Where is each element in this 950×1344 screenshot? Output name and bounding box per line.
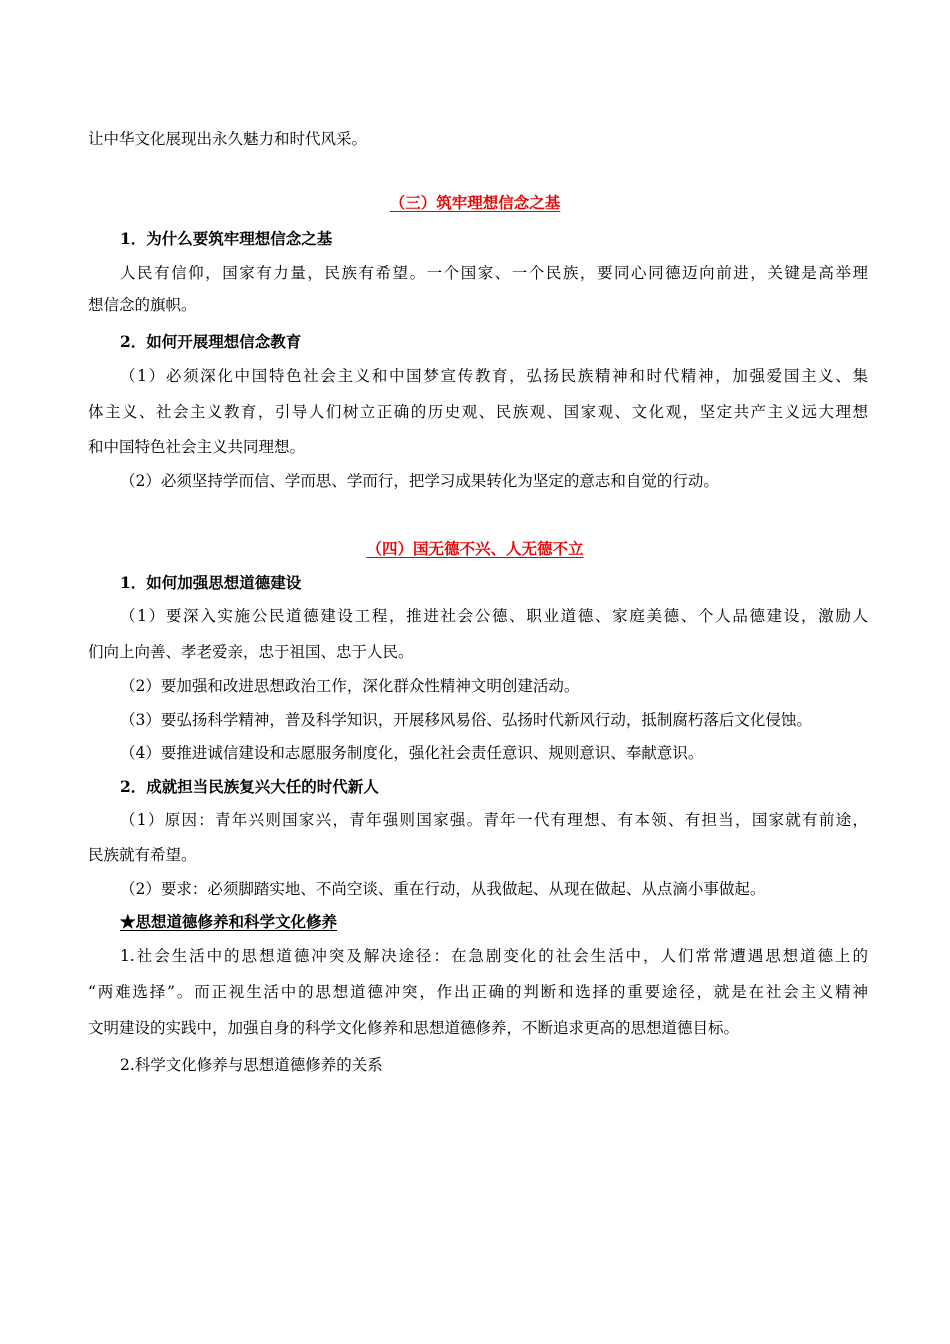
section-3-heading-1: 1．为什么要筑牢理想信念之基 xyxy=(120,229,333,248)
section-4-title: （四）国无德不兴、人无德不立 xyxy=(366,539,584,558)
section-4-paragraph-1-line-2: 们向上向善、孝老爱亲，忠于祖国、忠于人民。 xyxy=(88,643,414,661)
section-star-paragraph-1-line-2: “两难选择”。而正视生活中的思想道德冲突，作出正确的判断和选择的重要途径，就是在社会主义精神 xyxy=(88,983,868,1001)
section-3-title: （三）筑牢理想信念之基 xyxy=(389,193,561,212)
section-4-paragraph-5-line-2: 民族就有希望。 xyxy=(88,846,197,864)
section-4-paragraph-5-line-1: （1）原因：青年兴则国家兴，青年强则国家强。青年一代有理想、有本领、有担当，国家就有前途， xyxy=(120,811,868,829)
section-3-paragraph-2-line-2: 体主义、社会主义教育，引导人们树立正确的历史观、民族观、国家观、文化观，坚定共产主义远大理想 xyxy=(88,403,868,421)
intro-text: 让中华文化展现出永久魅力和时代风采。 xyxy=(88,130,368,148)
section-3-paragraph-1-line-1: 人民有信仰，国家有力量，民族有希望。一个国家、一个民族，要同心同德迈向前进，关键是高举理 xyxy=(120,264,868,282)
section-3-paragraph-1-line-2: 想信念的旗帜。 xyxy=(88,296,197,314)
section-star-title: ★思想道德修养和科学文化修养 xyxy=(120,912,338,931)
section-4-paragraph-3-line-1: （3）要弘扬科学精神，普及科学知识，开展移风易俗、弘扬时代新风行动，抵制腐朽落后文化侵蚀。 xyxy=(120,711,812,729)
section-3-paragraph-3-line-1: （2）必须坚持学而信、学而思、学而行，把学习成果转化为坚定的意志和自觉的行动。 xyxy=(120,472,719,490)
section-4-paragraph-4-line-1: （4）要推进诚信建设和志愿服务制度化，强化社会责任意识、规则意识、奉献意识。 xyxy=(120,744,704,762)
section-4-paragraph-6-line-1: （2）要求：必须脚踏实地、不尚空谈、重在行动，从我做起、从现在做起、从点滴小事做起。 xyxy=(120,880,766,898)
section-4-paragraph-1-line-1: （1）要深入实施公民道德建设工程，推进社会公德、职业道德、家庭美德、个人品德建设，激励人 xyxy=(120,607,868,625)
section-4-heading-2: 2．成就担当民族复兴大任的时代新人 xyxy=(120,777,379,796)
section-3-paragraph-2-line-1: （1）必须深化中国特色社会主义和中国梦宣传教育，弘扬民族精神和时代精神，加强爱国主义、集 xyxy=(120,367,868,385)
section-4-heading-1: 1．如何加强思想道德建设 xyxy=(120,573,302,592)
section-star-paragraph-1-line-1: 1.社会生活中的思想道德冲突及解决途径：在急剧变化的社会生活中，人们常常遭遇思想道德上的 xyxy=(120,947,868,965)
section-star-paragraph-2-line-1: 2.科学文化修养与思想道德修养的关系 xyxy=(120,1056,383,1074)
section-star-paragraph-1-line-3: 文明建设的实践中，加强自身的科学文化修养和思想道德修养，不断追求更高的思想道德目标。 xyxy=(88,1019,740,1037)
section-3-heading-2: 2．如何开展理想信念教育 xyxy=(120,332,302,351)
section-4-paragraph-2-line-1: （2）要加强和改进思想政治工作，深化群众性精神文明创建活动。 xyxy=(120,677,580,695)
section-3-paragraph-2-line-3: 和中国特色社会主义共同理想。 xyxy=(88,438,306,456)
